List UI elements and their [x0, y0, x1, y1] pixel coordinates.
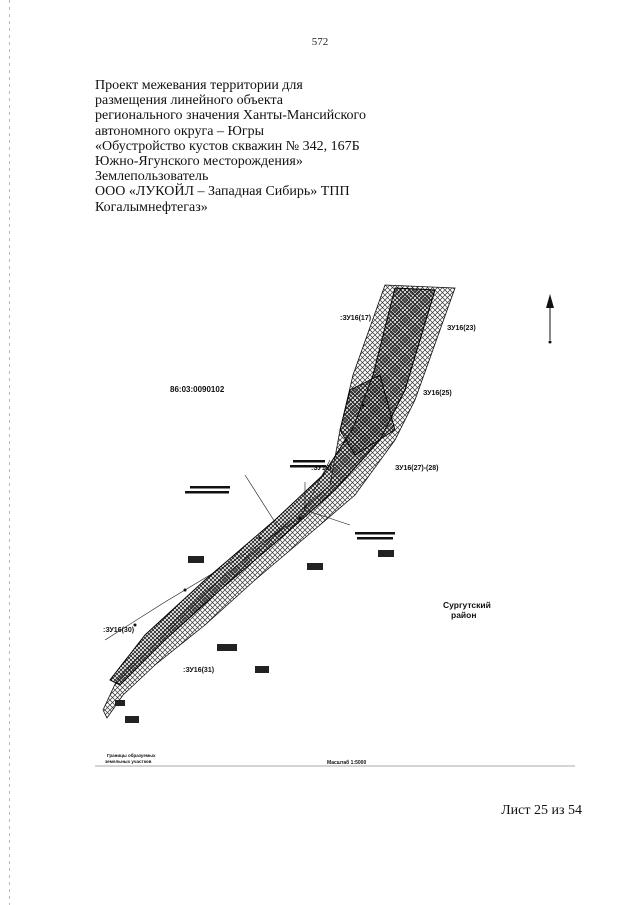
page-number: 572	[311, 36, 329, 48]
parcel-label-31: :ЗУ16(31)	[183, 667, 215, 674]
title-line: автономного округа – Югры	[95, 123, 264, 139]
district-label: район	[451, 610, 477, 620]
sheet-counter: Лист 25 из 54	[501, 803, 582, 818]
north-arrow-icon	[546, 294, 554, 344]
legend-note: Границы образуемых	[107, 753, 156, 758]
legend-note: земельных участков	[105, 759, 152, 764]
parcel-label-25: ЗУ16(25)	[423, 390, 452, 397]
title-line: размещения линейного объекта	[95, 93, 283, 109]
cadastral-block-label: 86:03:0090102	[170, 385, 225, 394]
document-title	[95, 78, 415, 215]
scan-edge	[9, 0, 10, 905]
district-label: Сургутский	[443, 600, 491, 610]
parcel-label-27-28: ЗУ16(27)-(28)	[395, 465, 439, 472]
parcel-label-30: :ЗУ16(30)	[103, 627, 135, 634]
title-line: Землепользователь	[95, 169, 209, 185]
corridor-strip	[110, 288, 435, 685]
title-line: «Обустройство кустов скважин № 342, 167Б	[95, 138, 360, 154]
parcel-label-23: ЗУ16(23)	[447, 325, 476, 332]
title-line: ООО «ЛУКОЙЛ – Западная Сибирь» ТПП	[95, 184, 350, 200]
map-drawing	[95, 280, 575, 780]
leader-line	[245, 475, 280, 530]
title-line: Проект межевания территории для	[95, 78, 303, 93]
cadastral-map	[95, 280, 575, 780]
title-line: Южно-Ягунского месторождения»	[95, 154, 303, 170]
title-line: Когалымнефтегаз»	[95, 199, 208, 215]
parcel-label-17: :ЗУ16(17)	[340, 315, 372, 322]
parcel-label-mid: :ЗУ16(	[311, 465, 332, 472]
title-line: регионального значения Ханты-Мансийского	[95, 108, 366, 124]
scale-label: Масштаб 1:5000	[327, 760, 367, 766]
